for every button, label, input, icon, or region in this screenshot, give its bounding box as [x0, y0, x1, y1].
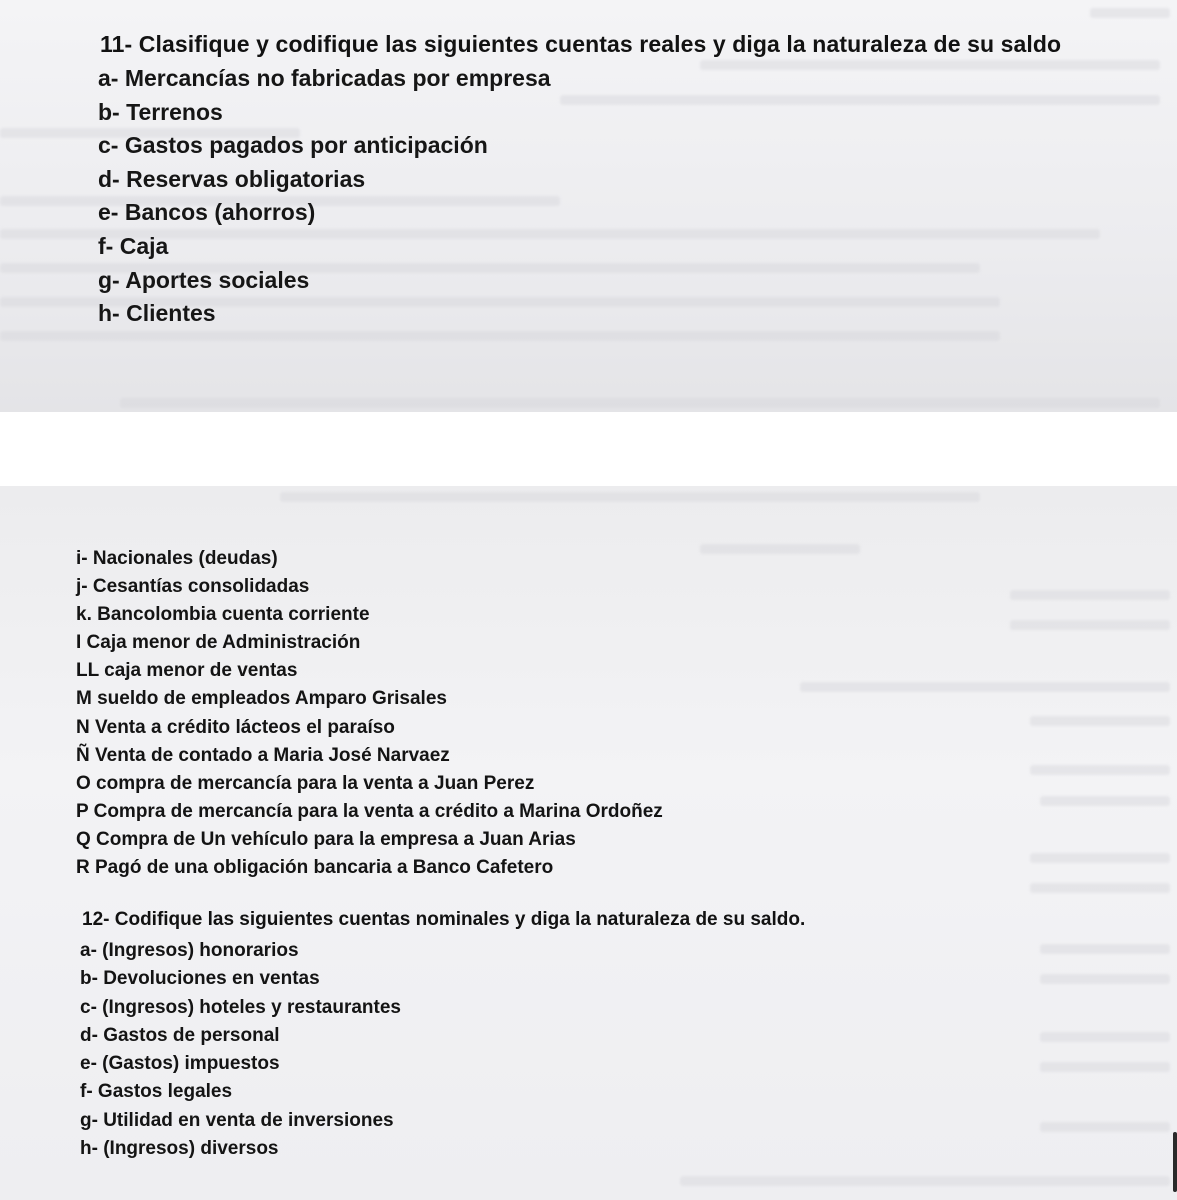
bleed-through-mark — [680, 1176, 1170, 1186]
list-item: Ñ Venta de contado a Maria José Narvaez — [76, 744, 450, 766]
list-item: LL caja menor de ventas — [76, 660, 298, 682]
top-page-photo — [0, 0, 1177, 412]
page-gap — [0, 412, 1177, 486]
bleed-through-mark — [0, 331, 1000, 341]
bleed-through-mark — [700, 544, 860, 554]
question-11-title: 11- Clasifique y codifique las siguientes cuentas reales y diga la naturaleza de su saldo — [100, 31, 1062, 57]
list-item: f- Gastos legales — [80, 1081, 233, 1103]
bleed-through-mark — [1030, 765, 1170, 775]
bleed-through-mark — [1040, 944, 1170, 954]
bleed-through-mark — [1090, 8, 1170, 18]
question-12-items — [80, 937, 401, 1163]
list-item: k. Bancolombia cuenta corriente — [76, 604, 370, 626]
bleed-through-mark — [1040, 1062, 1170, 1072]
list-item: g- Utilidad en venta de inversiones — [80, 1109, 394, 1131]
bleed-through-mark — [560, 95, 1160, 105]
question-12-title: 12- Codifique las siguientes cuentas nominales y diga la naturaleza de su saldo. — [82, 909, 806, 930]
list-item: j- Cesantías consolidadas — [76, 576, 310, 598]
list-item: a- Mercancías no fabricadas por empresa — [98, 65, 551, 91]
list-item: M sueldo de empleados Amparo Grisales — [76, 688, 447, 710]
bleed-through-mark — [1040, 1122, 1170, 1132]
bleed-through-mark — [280, 492, 980, 502]
bleed-through-mark — [1010, 590, 1170, 600]
list-item: d- Gastos de personal — [80, 1024, 280, 1046]
question-11-items — [98, 62, 551, 331]
list-item: P Compra de mercancía para la venta a crédito a Marina Ordoñez — [76, 800, 663, 822]
list-item: e- Bancos (ahorros) — [98, 199, 316, 226]
bleed-through-mark — [1030, 883, 1170, 893]
page-edge-shadow — [1173, 1132, 1177, 1192]
bleed-through-mark — [1040, 974, 1170, 984]
bleed-through-mark — [120, 398, 1160, 408]
bleed-through-mark — [1040, 1032, 1170, 1042]
list-item: Q Compra de Un vehículo para la empresa a Juan Arias — [76, 828, 576, 850]
bleed-through-mark — [1010, 620, 1170, 630]
list-item: I Caja menor de Administración — [76, 632, 361, 654]
list-item: i- Nacionales (deudas) — [76, 548, 278, 569]
list-item: h- Clientes — [98, 300, 216, 327]
bleed-through-mark — [700, 60, 1160, 70]
list-item: R Pagó de una obligación bancaria a Banco Cafetero — [76, 857, 554, 879]
list-item: h- (Ingresos) diversos — [80, 1138, 279, 1160]
list-item: c- Gastos pagados por anticipación — [98, 132, 488, 159]
bleed-through-mark — [800, 682, 1170, 692]
list-item: b- Terrenos — [98, 98, 223, 125]
list-item: d- Reservas obligatorias — [98, 165, 366, 192]
bleed-through-mark — [1030, 716, 1170, 726]
list-item: O compra de mercancía para la venta a Juan Perez — [76, 772, 535, 794]
list-item: g- Aportes sociales — [98, 266, 310, 293]
list-item: f- Caja — [98, 232, 169, 259]
list-item: e- (Gastos) impuestos — [80, 1053, 280, 1075]
bleed-through-mark — [1040, 796, 1170, 806]
list-item: b- Devoluciones en ventas — [80, 968, 320, 990]
list-item: a- (Ingresos) honorarios — [80, 940, 299, 961]
list-item: N Venta a crédito lácteos el paraíso — [76, 716, 395, 738]
bleed-through-mark — [1030, 853, 1170, 863]
list-item: c- (Ingresos) hoteles y restaurantes — [80, 996, 401, 1018]
question-11-continued-items — [76, 545, 663, 882]
